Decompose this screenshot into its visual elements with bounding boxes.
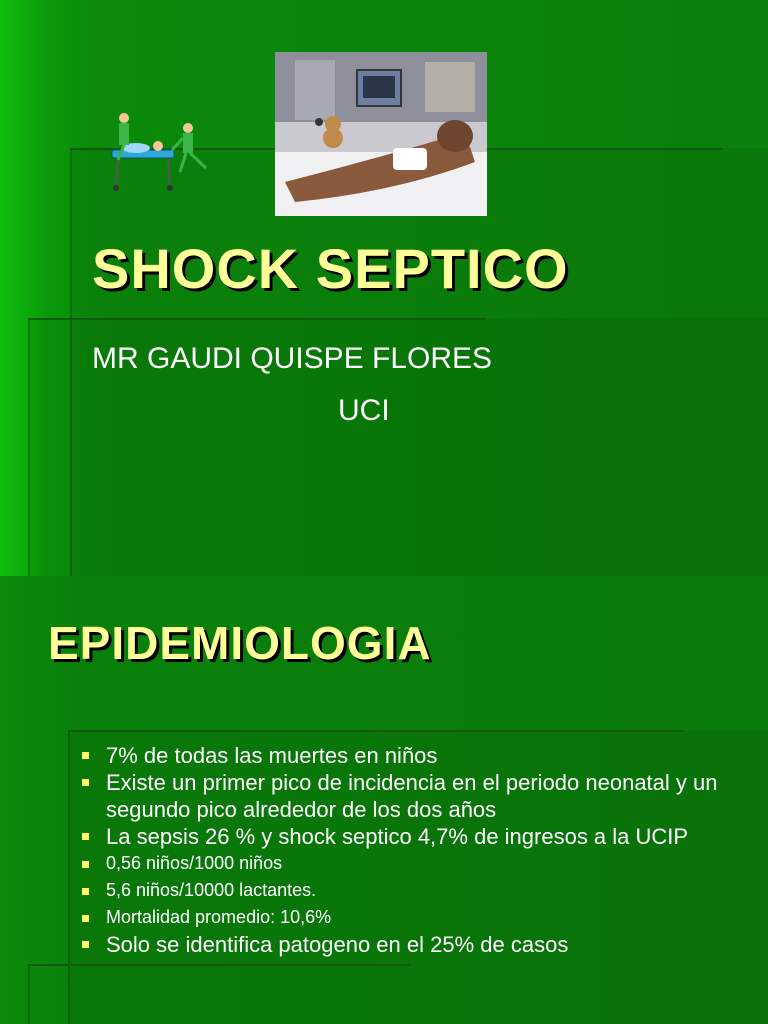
bullet-icon [82,752,89,759]
bullet-icon [82,833,89,840]
list-item [80,742,740,769]
slide-title: SHOCK SEPTICO [92,237,569,300]
bullet-icon [82,888,89,895]
bullet-icon [82,915,89,922]
bullet-text: Existe un primer pico de incidencia en el periodo neonatal y un segundo pico alrededor de los dos años [106,770,718,822]
divider-vertical-left [28,964,30,1024]
bullet-icon [82,941,89,948]
bullet-text: Mortalidad promedio: 10,6% [106,907,332,927]
divider-vertical-left [28,318,30,576]
divider-bottom [28,964,410,966]
divider-mid [28,318,486,320]
bullet-text: Solo se identifica patogeno en el 25% de casos [106,932,569,957]
list-item [80,850,740,877]
unit-label: UCI [338,394,390,427]
list-item [80,769,740,823]
bullet-text: 7% de todas las muertes en niños [106,743,438,768]
divider-top [68,730,684,732]
slide-title: EPIDEMIOLOGIA [48,617,432,669]
list-item [80,877,740,904]
list-item [80,904,740,931]
icu-photo [275,52,487,216]
bullet-list [80,742,740,958]
bullet-icon [82,779,89,786]
list-item [80,931,740,958]
author-name: MR GAUDI QUISPE FLORES [92,342,493,375]
list-item [80,823,740,850]
bullet-text: 5,6 niños/10000 lactantes. [106,880,317,900]
bullet-text: La sepsis 26 % y shock septico 4,7% de ingresos a la UCIP [106,824,689,849]
bullet-text: 0,56 niños/1000 niños [106,853,283,873]
epidemiology-slide [0,576,768,1024]
divider-vertical [70,148,72,576]
stretcher-clipart-icon [106,110,222,194]
bullet-icon [82,861,89,868]
divider-vertical [68,730,70,1024]
